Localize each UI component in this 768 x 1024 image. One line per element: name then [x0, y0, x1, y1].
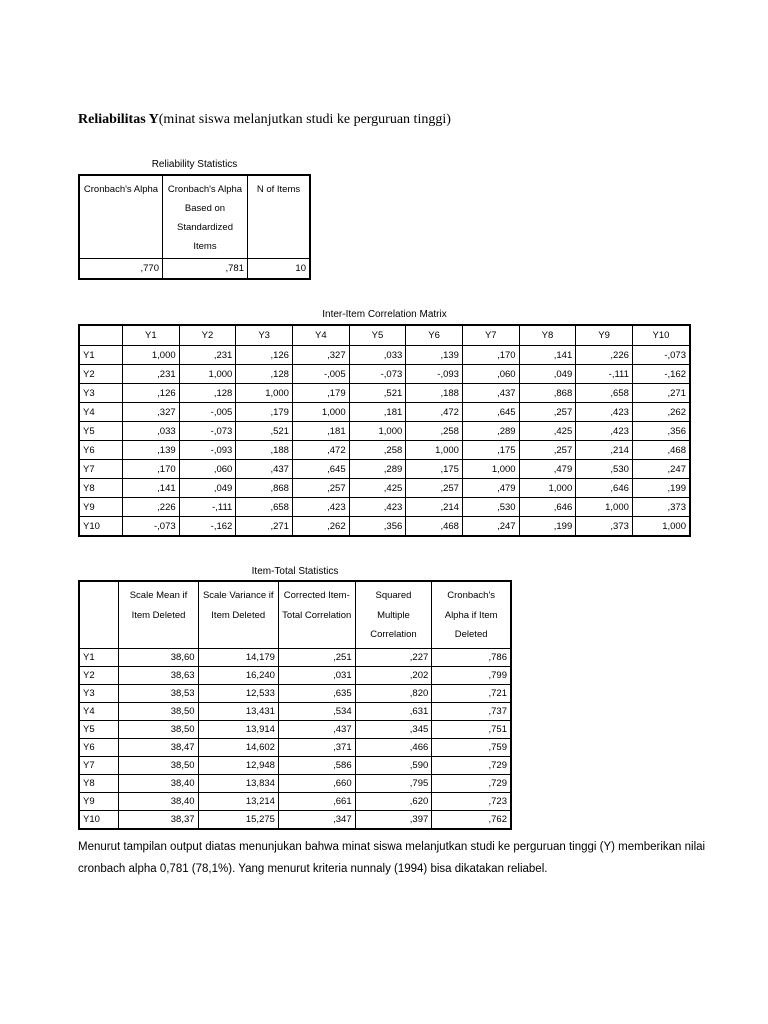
matrix-cell: ,423	[576, 403, 633, 422]
matrix-cell: ,214	[406, 498, 463, 517]
itemtotal-column-header: Squared Multiple Correlation	[355, 581, 432, 649]
itemtotal-header-row	[79, 581, 511, 649]
matrix-cell: ,423	[349, 498, 406, 517]
matrix-row-label: Y4	[79, 403, 123, 422]
matrix-cell: ,356	[632, 422, 690, 441]
item-total-statistics-table	[78, 580, 512, 830]
matrix-cell: ,181	[292, 422, 349, 441]
matrix-cell: ,530	[576, 460, 633, 479]
matrix-row-label: Y10	[79, 517, 123, 537]
itemtotal-cell: 12,948	[198, 757, 278, 775]
itemtotal-caption: Item-Total Statistics	[251, 566, 339, 577]
matrix-column-header: Y7	[462, 325, 519, 346]
matrix-column-header: Y5	[349, 325, 406, 346]
matrix-cell: ,868	[236, 479, 293, 498]
matrix-cell: ,231	[179, 346, 236, 365]
itemtotal-cell: ,786	[432, 649, 511, 667]
matrix-corner-cell	[79, 325, 123, 346]
itemtotal-cell: ,371	[278, 739, 355, 757]
matrix-cell: ,423	[576, 422, 633, 441]
matrix-cell: ,141	[123, 479, 180, 498]
matrix-column-header: Y10	[632, 325, 690, 346]
matrix-cell: -,162	[632, 365, 690, 384]
matrix-cell: 1,000	[462, 460, 519, 479]
matrix-cell: ,437	[462, 384, 519, 403]
matrix-cell: ,060	[179, 460, 236, 479]
matrix-cell: ,226	[576, 346, 633, 365]
matrix-column-header: Y9	[576, 325, 633, 346]
matrix-cell: ,170	[462, 346, 519, 365]
itemtotal-cell: 14,179	[198, 649, 278, 667]
matrix-cell: 1,000	[576, 498, 633, 517]
reliability-statistics-table	[78, 174, 311, 280]
matrix-cell: -,005	[179, 403, 236, 422]
matrix-cell: ,226	[123, 498, 180, 517]
matrix-cell: ,170	[123, 460, 180, 479]
matrix-cell: ,289	[462, 422, 519, 441]
matrix-cell: ,437	[236, 460, 293, 479]
itemtotal-cell: 38,40	[119, 775, 198, 793]
itemtotal-cell: 14,602	[198, 739, 278, 757]
matrix-row	[79, 441, 690, 460]
itemtotal-cell: 38,60	[119, 649, 198, 667]
matrix-cell: -,073	[123, 517, 180, 537]
matrix-cell: 1,000	[179, 365, 236, 384]
matrix-cell: ,175	[406, 460, 463, 479]
matrix-cell: ,141	[519, 346, 576, 365]
matrix-cell: ,179	[236, 403, 293, 422]
conclusion-paragraph: Menurut tampilan output diatas menunjukan bahwa minat siswa melanjutkan studi ke perguruan tinggi (Y) memberikan nilai cronbach alpha 0,781 (78,1%). Yang menurut kriteria nunnaly (1994) bisa dikatakan reliabel.	[78, 841, 706, 875]
matrix-cell: -,162	[179, 517, 236, 537]
matrix-cell: ,425	[349, 479, 406, 498]
itemtotal-cell: 13,834	[198, 775, 278, 793]
itemtotal-cell: 13,431	[198, 703, 278, 721]
matrix-cell: -,005	[292, 365, 349, 384]
matrix-row	[79, 384, 690, 403]
matrix-row	[79, 517, 690, 537]
matrix-cell: ,658	[236, 498, 293, 517]
itemtotal-cell: ,721	[432, 685, 511, 703]
itemtotal-cell: 38,63	[119, 667, 198, 685]
matrix-cell: ,479	[462, 479, 519, 498]
matrix-cell: ,181	[349, 403, 406, 422]
matrix-cell: ,271	[236, 517, 293, 537]
heading-rest: (minat siswa melanjutkan studi ke perguruan tinggi)	[158, 112, 451, 127]
rel-header-alpha: Cronbach's Alpha	[79, 175, 163, 259]
matrix-cell: ,468	[406, 517, 463, 537]
itemtotal-cell: ,202	[355, 667, 432, 685]
matrix-cell: ,645	[462, 403, 519, 422]
itemtotal-column-header: Cronbach's Alpha if Item Deleted	[432, 581, 511, 649]
matrix-cell: ,179	[292, 384, 349, 403]
matrix-cell: ,247	[632, 460, 690, 479]
matrix-cell: ,468	[632, 441, 690, 460]
rel-value-alpha-std: ,781	[163, 259, 248, 280]
matrix-cell: ,139	[123, 441, 180, 460]
matrix-cell: ,425	[519, 422, 576, 441]
itemtotal-row-label: Y5	[79, 721, 119, 739]
matrix-cell: ,188	[406, 384, 463, 403]
itemtotal-row-label: Y4	[79, 703, 119, 721]
matrix-cell: ,175	[462, 441, 519, 460]
itemtotal-row	[79, 703, 511, 721]
matrix-row-label: Y2	[79, 365, 123, 384]
itemtotal-row-label: Y10	[79, 811, 119, 830]
matrix-cell: ,646	[576, 479, 633, 498]
matrix-row	[79, 498, 690, 517]
matrix-cell: ,257	[292, 479, 349, 498]
matrix-cell: ,521	[236, 422, 293, 441]
correlation-matrix-table	[78, 324, 691, 537]
itemtotal-cell: ,397	[355, 811, 432, 830]
itemtotal-column-header: Scale Mean if Item Deleted	[119, 581, 198, 649]
itemtotal-row	[79, 739, 511, 757]
matrix-cell: ,530	[462, 498, 519, 517]
page-heading	[78, 112, 451, 128]
itemtotal-row-label: Y7	[79, 757, 119, 775]
matrix-cell: ,199	[519, 517, 576, 537]
matrix-cell: 1,000	[123, 346, 180, 365]
itemtotal-row	[79, 757, 511, 775]
itemtotal-cell: 12,533	[198, 685, 278, 703]
matrix-cell: ,262	[292, 517, 349, 537]
itemtotal-row	[79, 721, 511, 739]
itemtotal-cell: 13,214	[198, 793, 278, 811]
matrix-cell: ,199	[632, 479, 690, 498]
matrix-cell: -,073	[632, 346, 690, 365]
itemtotal-cell: ,660	[278, 775, 355, 793]
itemtotal-cell: ,635	[278, 685, 355, 703]
matrix-cell: ,356	[349, 517, 406, 537]
matrix-row	[79, 346, 690, 365]
itemtotal-row-label: Y6	[79, 739, 119, 757]
matrix-cell: ,646	[519, 498, 576, 517]
matrix-cell: ,472	[292, 441, 349, 460]
itemtotal-row-label: Y9	[79, 793, 119, 811]
matrix-cell: ,139	[406, 346, 463, 365]
itemtotal-cell: 38,50	[119, 757, 198, 775]
itemtotal-cell: 38,50	[119, 721, 198, 739]
itemtotal-cell: ,759	[432, 739, 511, 757]
itemtotal-row	[79, 685, 511, 703]
itemtotal-row	[79, 775, 511, 793]
matrix-column-header: Y2	[179, 325, 236, 346]
rel-header-n-items: N of Items	[248, 175, 311, 259]
itemtotal-cell: ,227	[355, 649, 432, 667]
matrix-column-header: Y6	[406, 325, 463, 346]
matrix-cell: 1,000	[349, 422, 406, 441]
itemtotal-cell: ,751	[432, 721, 511, 739]
itemtotal-cell: ,820	[355, 685, 432, 703]
matrix-cell: ,327	[123, 403, 180, 422]
matrix-row-label: Y3	[79, 384, 123, 403]
matrix-cell: ,257	[519, 441, 576, 460]
matrix-cell: ,868	[519, 384, 576, 403]
itemtotal-cell: 38,40	[119, 793, 198, 811]
matrix-cell: ,327	[292, 346, 349, 365]
matrix-cell: ,258	[349, 441, 406, 460]
matrix-cell: ,231	[123, 365, 180, 384]
matrix-cell: ,521	[349, 384, 406, 403]
itemtotal-column-header: Corrected Item-Total Correlation	[278, 581, 355, 649]
matrix-cell: -,111	[576, 365, 633, 384]
matrix-cell: ,262	[632, 403, 690, 422]
itemtotal-cell: ,737	[432, 703, 511, 721]
matrix-cell: 1,000	[236, 384, 293, 403]
itemtotal-cell: 16,240	[198, 667, 278, 685]
itemtotal-row-label: Y3	[79, 685, 119, 703]
matrix-cell: ,472	[406, 403, 463, 422]
itemtotal-cell: 13,914	[198, 721, 278, 739]
itemtotal-cell: ,661	[278, 793, 355, 811]
matrix-row-label: Y7	[79, 460, 123, 479]
itemtotal-cell: 38,50	[119, 703, 198, 721]
itemtotal-corner-cell	[79, 581, 119, 649]
itemtotal-cell: ,620	[355, 793, 432, 811]
itemtotal-cell: 38,47	[119, 739, 198, 757]
matrix-row	[79, 403, 690, 422]
matrix-cell: ,060	[462, 365, 519, 384]
itemtotal-cell: ,799	[432, 667, 511, 685]
rel-value-alpha: ,770	[79, 259, 163, 280]
itemtotal-row-label: Y2	[79, 667, 119, 685]
matrix-cell: ,049	[519, 365, 576, 384]
matrix-cell: -,111	[179, 498, 236, 517]
itemtotal-cell: ,347	[278, 811, 355, 830]
matrix-cell: ,033	[349, 346, 406, 365]
matrix-cell: -,093	[406, 365, 463, 384]
itemtotal-cell: 38,37	[119, 811, 198, 830]
matrix-cell: ,257	[406, 479, 463, 498]
itemtotal-row	[79, 793, 511, 811]
matrix-cell: ,128	[179, 384, 236, 403]
matrix-cell: ,645	[292, 460, 349, 479]
heading-bold: Reliabilitas Y	[78, 112, 159, 127]
matrix-cell: ,214	[576, 441, 633, 460]
matrix-cell: ,373	[632, 498, 690, 517]
matrix-cell: ,126	[123, 384, 180, 403]
matrix-cell: 1,000	[292, 403, 349, 422]
matrix-column-header: Y3	[236, 325, 293, 346]
matrix-cell: 1,000	[632, 517, 690, 537]
matrix-cell: ,271	[632, 384, 690, 403]
rel-value-n-items: 10	[248, 259, 311, 280]
matrix-cell: ,373	[576, 517, 633, 537]
matrix-caption: Inter-Item Correlation Matrix	[322, 309, 447, 320]
itemtotal-cell: 15,275	[198, 811, 278, 830]
matrix-row-label: Y5	[79, 422, 123, 441]
itemtotal-cell: ,345	[355, 721, 432, 739]
matrix-cell: ,033	[123, 422, 180, 441]
matrix-cell: ,658	[576, 384, 633, 403]
itemtotal-cell: ,729	[432, 757, 511, 775]
itemtotal-cell: ,031	[278, 667, 355, 685]
itemtotal-row	[79, 811, 511, 830]
rel-header-alpha-std: Cronbach's Alpha Based on Standardized Items	[163, 175, 248, 259]
matrix-row	[79, 365, 690, 384]
matrix-row	[79, 460, 690, 479]
matrix-row	[79, 422, 690, 441]
itemtotal-cell: ,631	[355, 703, 432, 721]
matrix-column-header: Y8	[519, 325, 576, 346]
matrix-header-row	[79, 325, 690, 346]
itemtotal-row	[79, 649, 511, 667]
itemtotal-row	[79, 667, 511, 685]
matrix-cell: ,423	[292, 498, 349, 517]
matrix-cell: -,093	[179, 441, 236, 460]
matrix-cell: 1,000	[406, 441, 463, 460]
matrix-cell: ,479	[519, 460, 576, 479]
itemtotal-cell: ,251	[278, 649, 355, 667]
itemtotal-cell: ,466	[355, 739, 432, 757]
matrix-cell: ,258	[406, 422, 463, 441]
matrix-column-header: Y1	[123, 325, 180, 346]
matrix-row-label: Y1	[79, 346, 123, 365]
itemtotal-cell: ,729	[432, 775, 511, 793]
itemtotal-cell: ,534	[278, 703, 355, 721]
matrix-column-header: Y4	[292, 325, 349, 346]
itemtotal-cell: ,723	[432, 793, 511, 811]
matrix-cell: ,049	[179, 479, 236, 498]
matrix-cell: -,073	[349, 365, 406, 384]
matrix-cell: ,188	[236, 441, 293, 460]
matrix-cell: ,257	[519, 403, 576, 422]
itemtotal-cell: ,762	[432, 811, 511, 830]
itemtotal-row-label: Y8	[79, 775, 119, 793]
itemtotal-cell: ,590	[355, 757, 432, 775]
matrix-cell: -,073	[179, 422, 236, 441]
itemtotal-row-label: Y1	[79, 649, 119, 667]
matrix-row-label: Y9	[79, 498, 123, 517]
itemtotal-column-header: Scale Variance if Item Deleted	[198, 581, 278, 649]
matrix-cell: ,247	[462, 517, 519, 537]
itemtotal-cell: ,795	[355, 775, 432, 793]
itemtotal-cell: 38,53	[119, 685, 198, 703]
itemtotal-cell: ,586	[278, 757, 355, 775]
reliability-caption: Reliability Statistics	[151, 159, 238, 170]
matrix-row-label: Y8	[79, 479, 123, 498]
itemtotal-cell: ,437	[278, 721, 355, 739]
matrix-cell: ,126	[236, 346, 293, 365]
matrix-cell: ,289	[349, 460, 406, 479]
matrix-row	[79, 479, 690, 498]
matrix-row-label: Y6	[79, 441, 123, 460]
matrix-cell: ,128	[236, 365, 293, 384]
matrix-cell: 1,000	[519, 479, 576, 498]
